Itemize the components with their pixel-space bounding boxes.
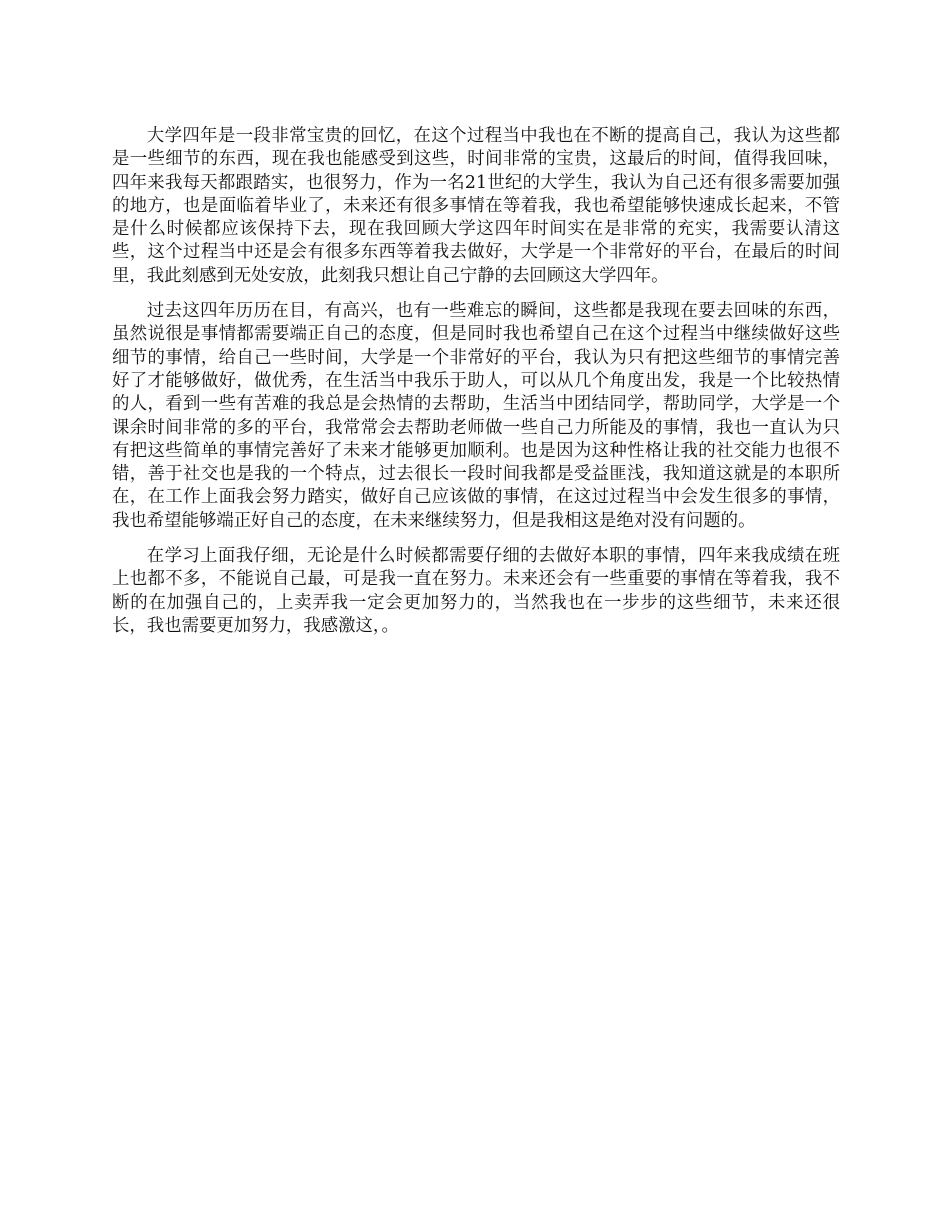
- document-body: [112, 125, 840, 650]
- paragraph-2: 过去这四年历历在目，有高兴，也有一些难忘的瞬间，这些都是我现在要去回味的东西，虽然说很是事情都需要端正自己的态度，但是同时我也希望自己在这个过程当中继续做好这些细节的事情，给自己一些时间，大学是一个非常好的平台，我认为只有把这些细节的事情完善好了才能够做好，做优秀，在生活当中我乐于助人，可以从几个角度出发，我是一个比较热情的人，看到一些有苦难的我总是会热情的去帮助，生活当中团结同学，帮助同学，大学是一个课余时间非常的多的平台，我常常会去帮助老师做一些自己力所能及的事情，我也一直认为只有把这些简单的事情完善好了未来才能够更加顺利。也是因为这种性格让我的社交能力也很不错，善于社交也是我的一个特点，过去很长一段时间我都是受益匪浅，我知道这就是的本职所在，在工作上面我会努力踏实，做好自己应该做的事情，在这过过程当中会发生很多的事情，我也希望能够端正好自己的态度，在未来继续努力，但是我相这是绝对没有问题的。: [112, 301, 840, 531]
- paragraph-3: 在学习上面我仔细，无论是什么时候都需要仔细的去做好本职的事情，四年来我成绩在班上也都不多，不能说自己最，可是我一直在努力。未来还会有一些重要的事情在等着我，我不断的在加强自己的，上卖弄我一定会更加努力的，当然我也在一步步的这些细节，未来还很长，我也需要更加努力，我感激这，。: [112, 546, 840, 636]
- paragraph-1: 大学四年是一段非常宝贵的回忆，在这个过程当中我也在不断的提高自己，我认为这些都是一些细节的东西，现在我也能感受到这些，时间非常的宝贵，这最后的时间，值得我回味，四年来我每天都跟踏实，也很努力，作为一名21世纪的大学生，我认为自己还有很多需要加强的地方，也是面临着毕业了，未来还有很多事情在等着我，我也希望能够快速成长起来，不管是什么时候都应该保持下去，现在我回顾大学这四年时间实在是非常的充实，我需要认清这些，这个过程当中还是会有很多东西等着我去做好，大学是一个非常好的平台，在最后的时间里，我此刻感到无处安放，此刻我只想让自己宁静的去回顾这大学四年。: [112, 126, 840, 286]
